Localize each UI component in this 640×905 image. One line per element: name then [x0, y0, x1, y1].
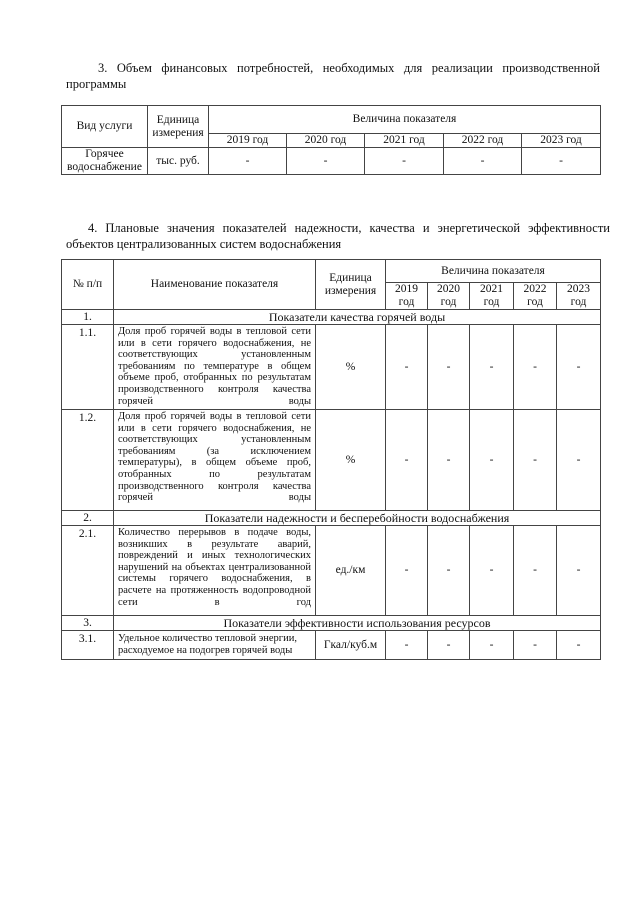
row-value: - [386, 325, 428, 410]
row-value: - [386, 631, 428, 660]
value-cell: - [444, 148, 522, 175]
group-num: 1. [62, 310, 114, 325]
row-value: - [470, 325, 514, 410]
row-value: - [557, 325, 601, 410]
row-value: - [428, 631, 470, 660]
row-unit: % [316, 325, 386, 410]
row-value: - [514, 631, 557, 660]
row-value: - [514, 526, 557, 616]
row-value: - [470, 631, 514, 660]
header-unit: Единица измерения [148, 106, 209, 148]
value-cell: - [522, 148, 601, 175]
row-value: - [514, 325, 557, 410]
year-header: 2020 год [287, 134, 365, 148]
row-name: Доля проб горячей воды в тепловой сети или в сети горячего водоснабжения, не соответствующих установленным требованиям по температуре в общем объеме проб, отобранных по результатам производственного контроля качества горячей воды [114, 325, 316, 410]
row-num: 3.1. [62, 631, 114, 660]
service-cell: Горячее водоснабжение [62, 148, 148, 175]
year-header: 2019 год [386, 283, 428, 310]
row-value: - [386, 410, 428, 511]
header-value: Величина показателя [209, 106, 601, 134]
group-title: Показатели надежности и бесперебойности водоснабжения [114, 511, 601, 526]
header-name: Наименование показателя [114, 260, 316, 310]
row-unit: % [316, 410, 386, 511]
header-value: Величина показателя [386, 260, 601, 283]
group-title: Показатели эффективности использования ресурсов [114, 616, 601, 631]
year-header: 2022 год [514, 283, 557, 310]
year-header: 2022 год [444, 134, 522, 148]
row-unit: Гкал/куб.м [316, 631, 386, 660]
year-header: 2023 год [522, 134, 601, 148]
header-num: № п/п [62, 260, 114, 310]
row-num: 1.1. [62, 325, 114, 410]
row-value: - [514, 410, 557, 511]
value-cell: - [287, 148, 365, 175]
row-name: Удельное количество тепловой энергии, расходуемое на подогрев горячей воды [114, 631, 316, 660]
year-header: 2020 год [428, 283, 470, 310]
indicators-table [61, 259, 601, 660]
row-num: 1.2. [62, 410, 114, 511]
year-header: 2021 год [365, 134, 444, 148]
financial-needs-table [61, 105, 601, 175]
row-value: - [428, 410, 470, 511]
value-cell: - [209, 148, 287, 175]
row-name: Доля проб горячей воды в тепловой сети или в сети горячего водоснабжения, не соответствующих установленным требованиям (за исключением температуры), в общем объеме проб, отобранных по результатам производственного контроля качества горячей воды [114, 410, 316, 511]
year-header: 2023 год [557, 283, 601, 310]
row-value: - [386, 526, 428, 616]
unit-cell: тыс. руб. [148, 148, 209, 175]
group-num: 3. [62, 616, 114, 631]
row-num: 2.1. [62, 526, 114, 616]
row-value: - [428, 325, 470, 410]
year-header: 2021 год [470, 283, 514, 310]
group-title: Показатели качества горячей воды [114, 310, 601, 325]
row-unit: ед./км [316, 526, 386, 616]
section4-title: 4. Плановые значения показателей надежности, качества и энергетической эффективности объектов централизованных систем водоснабжения [66, 221, 610, 251]
header-unit: Единица измерения [316, 260, 386, 310]
section3-title: 3. Объем финансовых потребностей, необходимых для реализации производственной программы [66, 61, 600, 91]
year-header: 2019 год [209, 134, 287, 148]
row-value: - [557, 631, 601, 660]
group-num: 2. [62, 511, 114, 526]
header-service: Вид услуги [62, 106, 148, 148]
row-value: - [470, 526, 514, 616]
row-value: - [557, 526, 601, 616]
row-value: - [557, 410, 601, 511]
value-cell: - [365, 148, 444, 175]
row-name: Количество перерывов в подаче воды, возникших в результате аварий, повреждений и иных технологических нарушений на объектах централизованной системы горячего водоснабжения, в расчете на протяженность водопроводной сети в год [114, 526, 316, 616]
row-value: - [470, 410, 514, 511]
row-value: - [428, 526, 470, 616]
